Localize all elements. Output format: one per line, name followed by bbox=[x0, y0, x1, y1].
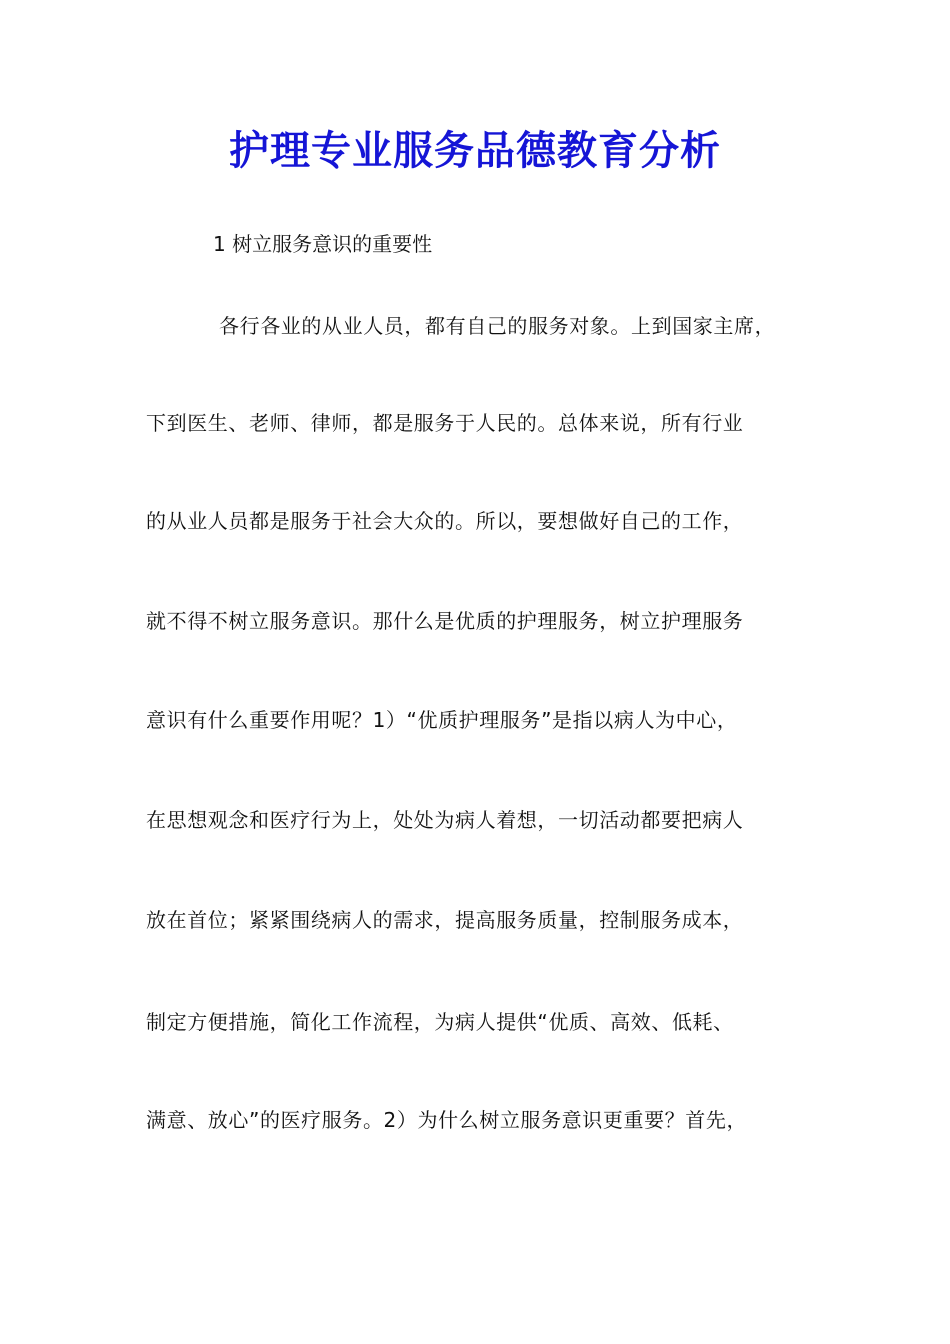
section-heading: 1 树立服务意识的重要性 bbox=[213, 232, 433, 256]
paragraph-line-5: 意识有什么重要作用呢？1）“优质护理服务”是指以病人为中心， bbox=[146, 708, 738, 732]
paragraph-line-6: 在思想观念和医疗行为上，处处为病人着想，一切活动都要把病人 bbox=[146, 808, 744, 832]
paragraph-line-9: 满意、放心”的医疗服务。2）为什么树立服务意识更重要？首先， bbox=[146, 1108, 748, 1132]
paragraph-line-2: 下到医生、老师、律师，都是服务于人民的。总体来说，所有行业 bbox=[146, 411, 744, 435]
paragraph-line-8: 制定方便措施，简化工作流程，为病人提供“优质、高效、低耗、 bbox=[146, 1010, 734, 1034]
document-title: 护理专业服务品德教育分析 bbox=[229, 127, 721, 174]
paragraph-line-7: 放在首位；紧紧围绕病人的需求，提高服务质量，控制服务成本， bbox=[146, 908, 744, 932]
paragraph-line-3: 的从业人员都是服务于社会大众的。所以，要想做好自己的工作， bbox=[146, 509, 744, 533]
paragraph-line-1: 各行各业的从业人员，都有自己的服务对象。上到国家主席， bbox=[219, 314, 776, 338]
paragraph-line-4: 就不得不树立服务意识。那什么是优质的护理服务，树立护理服务 bbox=[146, 609, 744, 633]
